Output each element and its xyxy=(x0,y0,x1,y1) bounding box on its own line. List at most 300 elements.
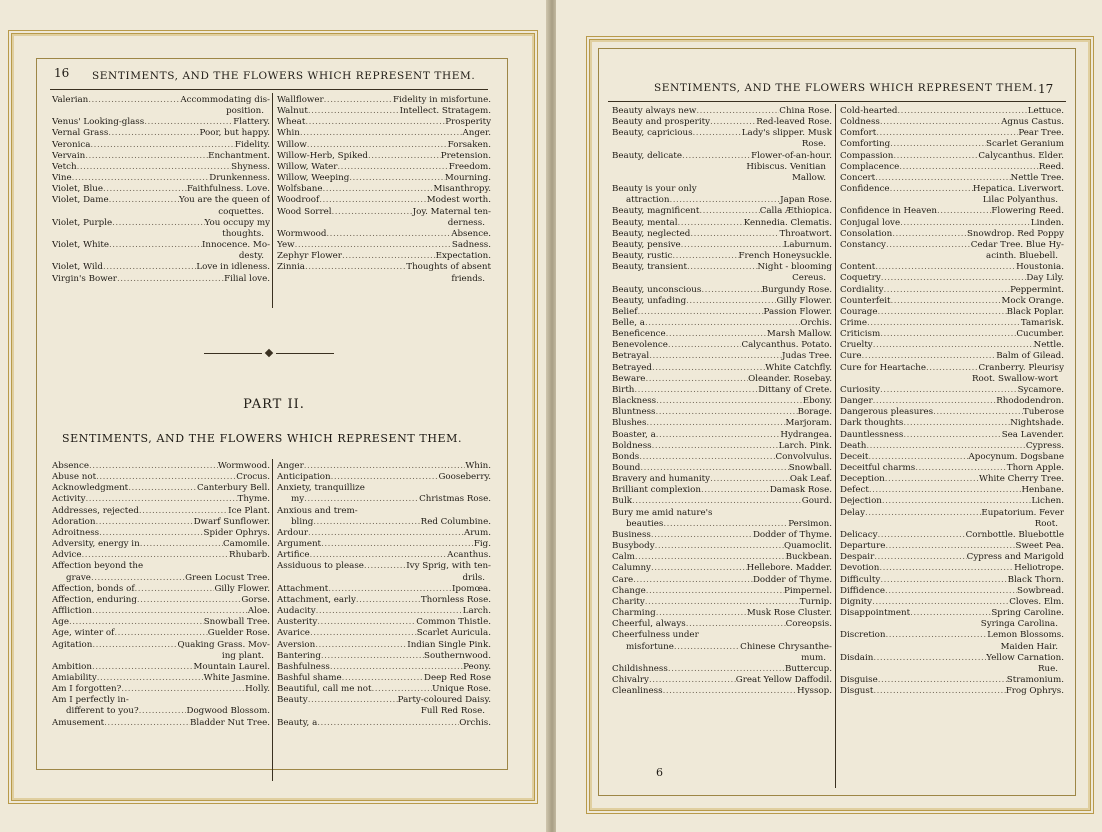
entry-row xyxy=(277,517,491,528)
dot-leader xyxy=(632,496,802,507)
entry-flower: Lichen. xyxy=(1031,496,1064,507)
entry-row xyxy=(612,363,832,374)
entry-flower: Sowbread. xyxy=(1017,585,1064,596)
entry-row xyxy=(840,530,1064,541)
entry-term: Wheat xyxy=(277,117,306,128)
entry-row xyxy=(277,184,491,195)
dot-leader xyxy=(910,608,991,619)
dot-leader xyxy=(639,452,775,463)
entry-term: Agitation xyxy=(52,639,93,650)
entry-flower: Innocence. Mo- xyxy=(201,240,270,251)
entry-flower: Chinese Chrysanthe- xyxy=(740,641,832,652)
entry-row xyxy=(840,363,1064,374)
entry-term: Anxiety, tranquillize xyxy=(277,483,365,494)
entry-term: Beware xyxy=(612,373,646,384)
entry-term: Anxious and trem- xyxy=(277,505,358,516)
entry-row xyxy=(52,640,270,651)
entry-flower: Ebony. xyxy=(802,396,832,407)
entry-row xyxy=(612,229,832,240)
entry-row xyxy=(277,140,491,151)
dot-leader xyxy=(96,472,236,483)
entry-flower: Buttercup. xyxy=(784,663,832,674)
entry-row xyxy=(52,706,270,717)
entry-flower: Intellect. Stratagem. xyxy=(399,106,491,117)
entry-flower: Holly. xyxy=(245,684,270,695)
entry-row xyxy=(277,673,491,684)
dot-leader xyxy=(674,642,740,653)
entry-row xyxy=(840,485,1064,496)
dot-leader xyxy=(92,640,177,651)
entry-row xyxy=(840,173,1064,184)
entry-flower: Aloe. xyxy=(247,606,270,617)
entry-term: Deceitful charms xyxy=(840,463,916,473)
entry-term: Beauty, transient xyxy=(612,262,687,273)
entry-term: Attachment xyxy=(277,583,329,594)
entry-row xyxy=(612,262,832,273)
entry-continuation: Root. Swallow-wort xyxy=(971,373,1058,384)
bottom-column-2 xyxy=(277,461,491,729)
entry-term: Cordiality xyxy=(840,284,884,295)
entry-term: Constancy xyxy=(840,239,886,250)
entry-flower: Wormwood. xyxy=(217,461,270,471)
entry-row xyxy=(277,561,491,572)
column-divider xyxy=(835,104,836,788)
entry-row xyxy=(277,584,491,595)
dot-leader xyxy=(915,463,1007,474)
entry-flower: Misanthropy. xyxy=(433,184,491,195)
entry-term: Content xyxy=(840,262,876,273)
dot-leader xyxy=(937,206,991,217)
entry-continuation: friends. xyxy=(451,273,485,284)
entry-flower: Throatwort. xyxy=(779,228,832,239)
entry-continuation: ing plant. xyxy=(221,650,264,661)
entry-term: Age xyxy=(52,617,69,628)
entry-term: bling xyxy=(291,516,314,527)
entry-term: Criticism xyxy=(840,329,881,340)
entry-flower: Southernwood. xyxy=(424,650,491,661)
entry-row xyxy=(840,441,1064,452)
entry-flower: Scarlet Auricula. xyxy=(416,628,491,639)
dot-leader xyxy=(656,430,781,441)
dot-leader xyxy=(885,586,1017,597)
column-1 xyxy=(612,106,832,697)
entry-term: Cold-hearted xyxy=(840,106,898,116)
entry-term: Cure for Heartache xyxy=(840,362,926,373)
dot-leader xyxy=(99,528,203,539)
dot-leader xyxy=(903,430,1001,441)
entry-term: Dejection xyxy=(840,496,882,507)
entry-lead-line xyxy=(277,506,491,517)
dot-leader xyxy=(701,485,770,496)
dot-leader xyxy=(880,117,1001,128)
entry-term: Assiduous to please xyxy=(277,561,364,572)
dot-leader xyxy=(873,686,1005,697)
dot-leader xyxy=(321,651,424,662)
entry-row xyxy=(612,597,832,608)
entry-term: Bravery and humanity xyxy=(612,474,711,485)
entry-flower: Oleander. Rosebay. xyxy=(748,373,832,384)
dot-leader xyxy=(645,374,748,385)
dot-leader xyxy=(880,329,1016,340)
entry-flower: Orchis. xyxy=(459,717,491,728)
dot-leader xyxy=(319,195,427,206)
entry-term: Blackness xyxy=(612,396,657,407)
entry-flower: Christmas Rose. xyxy=(419,494,491,505)
dot-leader xyxy=(933,407,1023,418)
entry-row xyxy=(840,686,1064,697)
running-head: SENTIMENTS, AND THE FLOWERS WHICH REPRESENT THEM. xyxy=(654,82,1038,94)
dot-leader xyxy=(649,675,736,686)
entry-row xyxy=(52,184,270,195)
entry-term: grave xyxy=(66,572,91,583)
dot-leader xyxy=(651,530,753,541)
top-column-2 xyxy=(277,95,491,285)
entry-flower: Snowball Tree. xyxy=(203,617,270,628)
dot-leader xyxy=(139,706,187,717)
dot-leader xyxy=(663,686,797,697)
dot-leader xyxy=(135,584,215,595)
entry-row xyxy=(277,606,491,617)
entry-row xyxy=(840,106,1064,117)
entry-row xyxy=(612,619,832,630)
dot-leader xyxy=(305,262,406,273)
entry-row xyxy=(277,718,491,729)
dot-leader xyxy=(635,552,786,563)
entry-flower: Cornbottle. Bluebottle xyxy=(965,529,1064,540)
entry-continuation: coquettes. xyxy=(218,206,264,217)
entry-flower: Modest worth. xyxy=(426,195,491,206)
dot-leader xyxy=(89,461,218,472)
entry-flower: Shyness. xyxy=(231,161,270,172)
entry-flower: Spring Caroline. xyxy=(991,608,1064,619)
entry-row xyxy=(277,662,491,673)
entry-flower: Pear Tree. xyxy=(1018,128,1064,139)
entry-flower: Agnus Castus. xyxy=(1001,117,1064,128)
entry-term: my xyxy=(291,494,305,505)
entry-term: Virgin's Bower xyxy=(52,273,117,284)
dot-leader xyxy=(372,684,433,695)
dot-leader xyxy=(633,575,753,586)
dot-leader xyxy=(892,229,967,240)
entry-term: Woodroof xyxy=(277,195,320,206)
entry-flower: Gourd. xyxy=(801,496,832,507)
dot-leader xyxy=(693,128,742,139)
entry-row xyxy=(52,662,270,673)
entry-term: Activity xyxy=(52,494,86,505)
entry-flower: Buckbean. xyxy=(785,552,832,563)
entry-flower: Flattery. xyxy=(233,117,270,128)
entry-row xyxy=(612,675,832,686)
entry-row xyxy=(840,452,1064,463)
dot-leader xyxy=(91,573,185,584)
entry-flower: Coreopsis. xyxy=(785,619,832,630)
dot-leader xyxy=(645,318,800,329)
entry-continuation: Full Red Rose. xyxy=(420,706,485,717)
entry-term: Attachment, early xyxy=(277,594,356,605)
entry-term: Deception xyxy=(840,474,885,485)
entry-term: Advice xyxy=(52,550,82,561)
entry-flower: You are the queen of xyxy=(178,195,270,206)
dot-leader xyxy=(315,640,407,651)
entry-flower: Sadness. xyxy=(451,240,491,251)
entry-flower: China Rose. xyxy=(779,106,832,116)
entry-row xyxy=(52,517,270,528)
entry-term: Betrayal xyxy=(612,351,650,362)
entry-flower: Larch. xyxy=(462,606,491,617)
entry-flower: Thoughts of absent xyxy=(406,262,491,273)
entry-term: Affection, enduring xyxy=(52,594,137,605)
entry-flower: Canterbury Bell. xyxy=(196,483,270,494)
dot-leader xyxy=(668,664,785,675)
entry-continuation: Hibiscus. Venitian xyxy=(746,161,826,172)
entry-row xyxy=(840,117,1064,128)
entry-flower: Mountain Laurel. xyxy=(193,661,270,672)
entry-continuation: thoughts. xyxy=(222,228,264,239)
dot-leader xyxy=(868,452,968,463)
entry-flower: Bladder Nut Tree. xyxy=(190,717,270,728)
entry-term: Despair xyxy=(840,552,875,563)
entry-row xyxy=(52,262,270,273)
entry-term: Beauty, mental xyxy=(612,217,678,228)
entry-row xyxy=(612,396,832,407)
entry-term: Beauty xyxy=(277,695,308,706)
entry-row xyxy=(277,617,491,628)
entry-term: Calm xyxy=(612,552,635,563)
entry-row xyxy=(277,95,491,106)
entry-term: Abuse not xyxy=(52,472,97,483)
entry-term: Cruelty xyxy=(840,340,873,351)
dot-leader xyxy=(884,285,1011,296)
entry-row xyxy=(612,441,832,452)
entry-term: Am I perfectly in- xyxy=(52,695,129,706)
entry-flower: Apocynum. Dogsbane xyxy=(968,451,1064,462)
entry-row xyxy=(840,630,1064,641)
entry-flower: Expectation. xyxy=(435,251,491,262)
entry-flower: Borage. xyxy=(797,407,832,418)
entry-row xyxy=(52,595,270,606)
entry-term: Aversion xyxy=(277,639,316,650)
entry-flower: Deep Red Rose xyxy=(424,672,491,683)
entry-term: Venus' Looking-glass xyxy=(52,117,145,128)
entry-term: Danger xyxy=(840,396,873,407)
dot-leader xyxy=(678,218,744,229)
entry-flower: Fig. xyxy=(473,539,491,550)
entry-term: Blushes xyxy=(612,418,647,429)
entry-flower: Drunkenness. xyxy=(209,173,270,184)
entry-term: Bantering xyxy=(277,650,321,661)
dot-leader xyxy=(634,385,758,396)
entry-flower: Night - blooming xyxy=(757,262,832,273)
entry-term: Courage xyxy=(840,306,878,317)
entry-row xyxy=(612,563,832,574)
entry-term: Beauty, capricious xyxy=(612,128,693,139)
entry-row xyxy=(840,229,1064,240)
dot-leader xyxy=(682,151,751,162)
entry-flower: Orchis. xyxy=(800,317,832,328)
dot-leader xyxy=(893,151,978,162)
entry-row xyxy=(612,474,832,485)
entry-continuation: desty. xyxy=(238,251,264,262)
entry-row xyxy=(840,340,1064,351)
entry-flower: Lettuce. xyxy=(1027,106,1064,116)
entry-row xyxy=(612,586,832,597)
part-title: PART II. xyxy=(243,397,305,412)
entry-row xyxy=(840,139,1064,150)
dot-leader xyxy=(342,673,424,684)
entry-term: Change xyxy=(612,585,646,596)
entry-flower: Tuberose xyxy=(1022,407,1064,418)
entry-term: Beauty, unconscious xyxy=(612,284,702,295)
entry-flower: Quaking Grass. Mov- xyxy=(177,639,270,650)
dot-leader xyxy=(646,418,785,429)
dot-leader xyxy=(890,139,986,150)
entry-flower: Cucumber. xyxy=(1016,329,1064,340)
entry-row xyxy=(52,483,270,494)
dot-leader xyxy=(885,630,987,641)
dot-leader xyxy=(342,251,436,262)
entry-row xyxy=(840,474,1064,485)
entry-term: Absence xyxy=(52,461,90,471)
entry-flower: Sweet Pea. xyxy=(1015,541,1064,552)
dot-leader xyxy=(117,274,224,285)
entry-row xyxy=(277,117,491,128)
dot-leader xyxy=(109,195,179,206)
entry-term: Artifice xyxy=(277,550,310,561)
entry-term: Cleanliness xyxy=(612,686,663,697)
entry-term: Violet, White xyxy=(52,240,109,251)
dot-leader xyxy=(876,128,1018,139)
entry-row xyxy=(277,240,491,251)
entry-term: Vine xyxy=(52,173,72,184)
entry-term: Amiability xyxy=(52,672,97,683)
dot-leader xyxy=(710,474,790,485)
dot-leader xyxy=(656,407,798,418)
entry-term: Curiosity xyxy=(840,384,881,395)
entry-term: Argument xyxy=(277,539,322,550)
entry-flower: Ice Plant. xyxy=(228,505,270,516)
dot-leader xyxy=(866,441,1026,452)
dot-leader xyxy=(886,240,971,251)
entry-row xyxy=(840,206,1064,217)
dot-leader xyxy=(652,363,765,374)
entry-flower: Guelder Rose. xyxy=(207,628,270,639)
entry-flower: Flowering Reed. xyxy=(991,206,1064,217)
entry-flower: Snowball. xyxy=(788,463,832,473)
entry-row xyxy=(277,595,491,606)
entry-row xyxy=(840,653,1064,664)
entry-term: Beauty, a xyxy=(277,717,318,728)
entry-flower: Flower-of-an-hour. xyxy=(751,150,832,161)
entry-row xyxy=(612,296,832,307)
entry-term: Willow-Herb, Spiked xyxy=(277,150,368,161)
entry-flower: Filial love. xyxy=(224,273,270,284)
dot-leader xyxy=(121,684,245,695)
entry-flower: Whin. xyxy=(465,461,491,471)
entry-row xyxy=(612,519,832,530)
entry-row xyxy=(840,675,1064,686)
dot-leader xyxy=(92,662,194,673)
dot-leader xyxy=(72,173,210,184)
entry-term: Beauty always new xyxy=(612,106,697,116)
entry-term: Confidence xyxy=(840,184,890,195)
entry-row xyxy=(840,575,1064,586)
entry-row xyxy=(52,218,270,229)
entry-term: Deceit xyxy=(840,451,869,462)
dot-leader xyxy=(128,483,197,494)
dot-leader xyxy=(103,262,196,273)
dot-leader xyxy=(640,463,788,474)
dot-leader xyxy=(90,140,235,151)
entry-row xyxy=(840,285,1064,296)
page-number: 16 xyxy=(54,66,70,80)
entry-flower: Yellow Carnation. xyxy=(986,652,1064,663)
entry-flower: Gilly Flower. xyxy=(776,295,832,306)
entry-flower: Nettle Tree. xyxy=(1010,172,1064,183)
entry-row xyxy=(612,575,832,586)
entry-term: Adoration xyxy=(52,516,96,527)
dot-leader xyxy=(69,617,204,628)
entry-continuation: mum. xyxy=(801,652,826,663)
entry-flower: Judas Tree. xyxy=(781,351,832,362)
entry-term: Affection, bonds of xyxy=(52,583,135,594)
entry-row xyxy=(277,106,491,117)
dot-leader xyxy=(321,539,474,550)
dot-leader xyxy=(699,206,759,217)
entry-row xyxy=(52,117,270,128)
entry-flower: Rhododendron. xyxy=(996,396,1064,407)
entry-flower: Convolvulus. xyxy=(775,451,832,462)
dot-leader xyxy=(656,608,747,619)
entry-term: Beautiful, call me not xyxy=(277,684,372,695)
entry-flower: Sycamore. xyxy=(1017,384,1064,395)
dot-leader xyxy=(85,151,208,162)
entry-flower: Love in idleness. xyxy=(196,262,270,273)
entry-flower: Quamoclit. xyxy=(783,541,832,552)
entry-term: Disdain xyxy=(840,652,874,663)
dot-leader xyxy=(873,653,986,664)
dot-leader xyxy=(651,563,747,574)
dot-leader xyxy=(880,385,1018,396)
entry-term: Defect xyxy=(840,485,869,496)
entry-term: Complacence xyxy=(840,161,900,172)
dot-leader xyxy=(900,218,1031,229)
entry-term: Care xyxy=(612,574,634,585)
entry-flower: Red-leaved Rose. xyxy=(756,117,832,128)
entry-row xyxy=(52,472,270,483)
entry-flower: Reed. xyxy=(1038,161,1064,172)
entry-flower: Poor, but happy. xyxy=(199,128,270,139)
entry-flower: Dodder of Thyme. xyxy=(752,574,832,585)
entry-term: Comfort xyxy=(840,128,877,139)
entry-row xyxy=(52,494,270,505)
entry-term: Violet, Purple xyxy=(52,217,113,228)
entry-row xyxy=(612,530,832,541)
dot-leader xyxy=(144,117,233,128)
entry-term: Disappointment xyxy=(840,608,911,619)
entry-flower: Snowdrop. Red Poppy xyxy=(966,228,1064,239)
entry-row xyxy=(840,218,1064,229)
entry-row xyxy=(52,528,270,539)
dot-leader xyxy=(317,718,459,729)
entry-term: Beauty is your only xyxy=(612,184,697,195)
entry-flower: Prosperity xyxy=(445,117,491,128)
entry-continuation: Cereus. xyxy=(792,273,826,284)
dot-leader xyxy=(364,561,406,572)
entry-term: Cure xyxy=(840,351,862,362)
dot-leader xyxy=(877,530,965,541)
dot-leader xyxy=(874,552,966,563)
entry-term: Cheerful, always xyxy=(612,619,686,630)
